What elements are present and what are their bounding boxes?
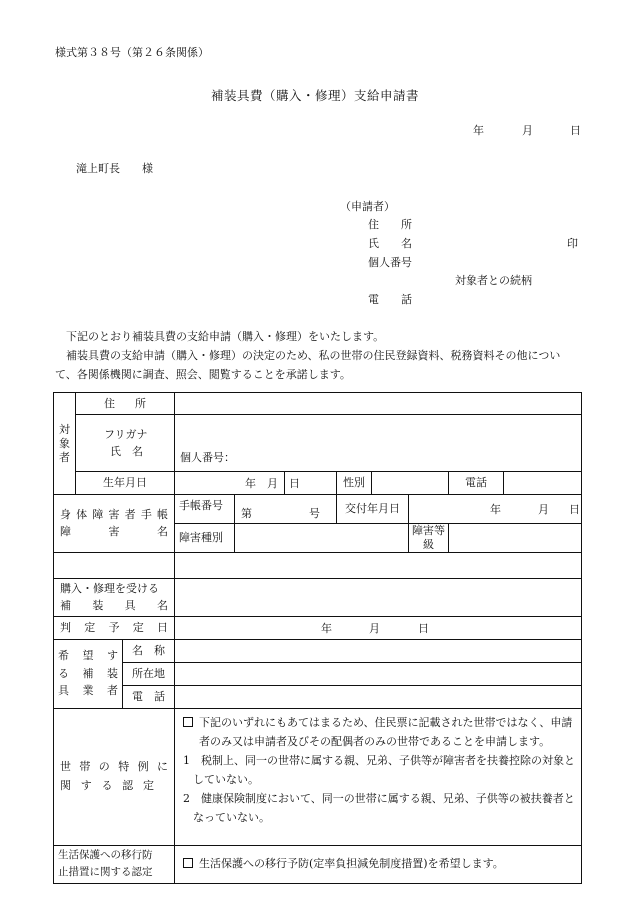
vendor-label-line3: 具業者 [58,684,118,698]
subject-name-label-cell [76,415,175,472]
applicant-heading: （申請者） [340,200,395,213]
cert-number-label: 手帳番号 [179,499,223,512]
issue-date-day: 日 [569,503,580,516]
subject-label-cell [54,393,76,495]
device-label-line2: 補装具名 [60,598,168,612]
form-title: 補装具費（購入・修理）支給申請書 [210,88,419,103]
disability-name-label: 障害名 [60,524,168,538]
household-content [175,708,582,845]
welfare-content [175,845,582,883]
household-checkbox[interactable] [183,717,193,727]
device-field[interactable] [175,578,582,616]
vendor-phone-field[interactable] [175,685,582,708]
vendor-label-line2: る補装 [58,666,118,680]
subject-my-number-label: 個人番号： [180,451,235,465]
household-item-2: 2 健康保険制度において、同一の世帯に属する親、兄弟、子供等の被扶養者となっていない。 [183,791,575,824]
cert-number-prefix: 第 [241,507,252,520]
issue-date-label: 交付年月日 [337,495,409,524]
sex-label: 性別 [337,472,372,495]
issue-date-year: 年 [490,503,501,516]
disability-grade-field[interactable] [449,524,582,553]
vendor-location-label: 所在地 [123,662,175,685]
cert-number-suffix: 号 [309,507,320,520]
device-label-line1: 購入・修理を受ける [60,581,159,595]
birthdate-field[interactable] [175,472,285,495]
date-day-label: 日 [570,124,581,137]
disability-cert-label-cell [54,495,175,553]
applicant-address-label: 住 所 [368,218,412,231]
household-statement: 下記のいずれにもあてはまるため、住民票に記載された世帯ではなく、申請者のみ又は申請者及びその配偶者のみの世帯であることを申請します。 [199,715,573,748]
form-number: 様式第３８号（第２６条関係） [55,46,209,59]
vendor-label-line1: 希望す [58,648,118,662]
phone-field[interactable] [504,472,582,495]
birthdate-year: 年 [245,477,256,490]
statement-paragraph-2: 補装具費の支給申請（購入・修理）の決定のため、私の世帯の住民登録資料、税務資料その他について、各関係機関に調査、照会、閲覧することを承諾します。 [55,349,561,381]
household-label-line2: 関する認定 [60,779,154,792]
applicant-relationship-label: 対象者との続柄 [455,274,532,287]
household-label-cell [54,708,175,845]
statement-paragraph-1: 下記のとおり補装具費の支給申請（購入・修理）をいたします。 [66,330,385,343]
household-item-1: 1 税制上、同一の世帯に属する親、兄弟、子供等が障害者を扶養控除の対象としていない。 [183,753,575,786]
welfare-statement: 生活保護への移行予防(定率負担減免制度措置)を希望します。 [199,857,504,871]
subject-name-field[interactable] [175,415,582,472]
vendor-location-field[interactable] [175,662,582,685]
cert-number-field[interactable] [235,495,337,524]
household-label-line1: 世帯の特例に [60,760,168,774]
birthdate-label: 生年月日 [76,472,175,495]
addressee: 滝上町長 様 [76,162,153,175]
disability-name-field[interactable] [175,552,582,578]
device-label-cell [54,578,175,616]
vendor-name-field[interactable] [175,639,582,662]
subject-name-label: 氏 名 [110,444,143,458]
vendor-name-label: 名 称 [123,639,175,662]
disability-type-field[interactable] [235,524,409,553]
vendor-label-cell [54,639,123,708]
birthdate-day: 日 [289,477,300,490]
welfare-label-cell [54,845,175,883]
date-month-label: 月 [522,124,533,137]
subject-label: 対象者 [59,422,70,464]
judgment-date-label: 判定予定日 [54,616,175,639]
disability-grade-label: 障害等級 [409,524,449,553]
application-form-table [53,392,582,884]
applicant-seal-label: 印 [567,237,578,250]
birthdate-day-cell[interactable] [285,472,337,495]
subject-address-field[interactable] [175,393,582,415]
judgment-date-day: 日 [418,621,429,635]
applicant-my-number-label: 個人番号 [368,256,412,269]
issue-date-field[interactable] [409,495,582,524]
judgment-date-year: 年 [321,621,332,635]
disability-name-spacer [54,552,175,578]
judgment-date-field[interactable] [175,616,582,639]
subject-address-label: 住 所 [76,393,175,415]
welfare-label-line1: 生活保護への移行防 [58,849,153,862]
applicant-name-label: 氏 名 [368,237,412,250]
welfare-checkbox[interactable] [183,858,193,868]
birthdate-month: 月 [267,477,278,490]
disability-type-label: 障害種別 [175,524,235,553]
vendor-phone-label: 電 話 [123,685,175,708]
cert-number-label-cell [175,495,235,524]
applicant-phone-label: 電 話 [368,293,412,306]
phone-label: 電話 [449,472,504,495]
issue-date-month: 月 [538,503,549,516]
furigana-label: フリガナ [104,427,148,441]
sex-field[interactable] [372,472,449,495]
date-year-label: 年 [473,124,484,137]
judgment-date-month: 月 [369,621,380,635]
welfare-label-line2: 止措置に関する認定 [58,865,153,878]
disability-cert-label: 身体障害者手帳 [60,508,168,521]
